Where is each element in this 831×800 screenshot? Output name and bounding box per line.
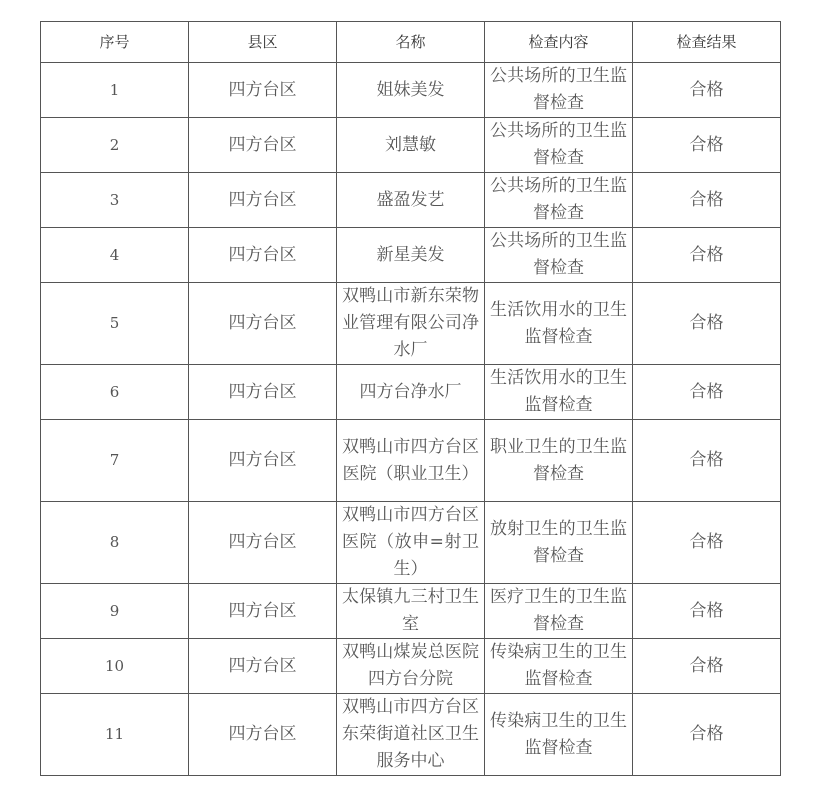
- cell-name: 双鸭山市四方台区东荣街道社区卫生服务中心: [337, 694, 485, 776]
- table-row: [41, 584, 781, 639]
- cell-content: 职业卫生的卫生监督检查: [485, 420, 633, 502]
- cell-result: 合格: [633, 694, 781, 776]
- table-header-row: [41, 22, 781, 63]
- cell-result: 合格: [633, 420, 781, 502]
- cell-district: 四方台区: [189, 283, 337, 365]
- cell-content: 放射卫生的卫生监督检查: [485, 502, 633, 584]
- cell-result: 合格: [633, 118, 781, 173]
- cell-content: 生活饮用水的卫生监督检查: [485, 365, 633, 420]
- cell-content: 公共场所的卫生监督检查: [485, 228, 633, 283]
- cell-no: 6: [41, 365, 189, 420]
- cell-name: 双鸭山市四方台区医院（职业卫生）: [337, 420, 485, 502]
- table-row: [41, 228, 781, 283]
- cell-result: 合格: [633, 283, 781, 365]
- header-content: 检查内容: [485, 22, 633, 63]
- cell-content: 公共场所的卫生监督检查: [485, 118, 633, 173]
- cell-name: 新星美发: [337, 228, 485, 283]
- cell-result: 合格: [633, 63, 781, 118]
- cell-name: 太保镇九三村卫生室: [337, 584, 485, 639]
- cell-result: 合格: [633, 502, 781, 584]
- cell-content: 医疗卫生的卫生监督检查: [485, 584, 633, 639]
- cell-no: 8: [41, 502, 189, 584]
- cell-district: 四方台区: [189, 63, 337, 118]
- header-district: 县区: [189, 22, 337, 63]
- header-result: 检查结果: [633, 22, 781, 63]
- cell-result: 合格: [633, 228, 781, 283]
- header-name: 名称: [337, 22, 485, 63]
- cell-result: 合格: [633, 584, 781, 639]
- cell-district: 四方台区: [189, 502, 337, 584]
- cell-content: 传染病卫生的卫生监督检查: [485, 694, 633, 776]
- table-row: [41, 63, 781, 118]
- cell-no: 9: [41, 584, 189, 639]
- cell-no: 5: [41, 283, 189, 365]
- cell-name: 盛盈发艺: [337, 173, 485, 228]
- cell-no: 1: [41, 63, 189, 118]
- cell-district: 四方台区: [189, 365, 337, 420]
- table-row: [41, 502, 781, 584]
- cell-district: 四方台区: [189, 694, 337, 776]
- inspection-table: [40, 21, 781, 776]
- cell-no: 10: [41, 639, 189, 694]
- cell-district: 四方台区: [189, 420, 337, 502]
- header-no: 序号: [41, 22, 189, 63]
- cell-result: 合格: [633, 639, 781, 694]
- cell-name: 双鸭山市四方台区医院（放申=射卫生）: [337, 502, 485, 584]
- cell-content: 公共场所的卫生监督检查: [485, 63, 633, 118]
- cell-district: 四方台区: [189, 584, 337, 639]
- cell-name: 双鸭山煤炭总医院四方台分院: [337, 639, 485, 694]
- cell-result: 合格: [633, 365, 781, 420]
- cell-no: 4: [41, 228, 189, 283]
- cell-content: 传染病卫生的卫生监督检查: [485, 639, 633, 694]
- cell-name: 双鸭山市新东荣物业管理有限公司净水厂: [337, 283, 485, 365]
- cell-district: 四方台区: [189, 173, 337, 228]
- table-row: [41, 365, 781, 420]
- cell-no: 3: [41, 173, 189, 228]
- table-row: [41, 118, 781, 173]
- cell-district: 四方台区: [189, 118, 337, 173]
- cell-name: 刘慧敏: [337, 118, 485, 173]
- table-row: [41, 694, 781, 776]
- cell-district: 四方台区: [189, 228, 337, 283]
- table-row: [41, 283, 781, 365]
- table-row: [41, 173, 781, 228]
- cell-no: 7: [41, 420, 189, 502]
- cell-district: 四方台区: [189, 639, 337, 694]
- cell-content: 公共场所的卫生监督检查: [485, 173, 633, 228]
- cell-result: 合格: [633, 173, 781, 228]
- cell-name: 姐妹美发: [337, 63, 485, 118]
- cell-no: 11: [41, 694, 189, 776]
- table-row: [41, 420, 781, 502]
- cell-content: 生活饮用水的卫生监督检查: [485, 283, 633, 365]
- cell-name: 四方台净水厂: [337, 365, 485, 420]
- cell-no: 2: [41, 118, 189, 173]
- table-row: [41, 639, 781, 694]
